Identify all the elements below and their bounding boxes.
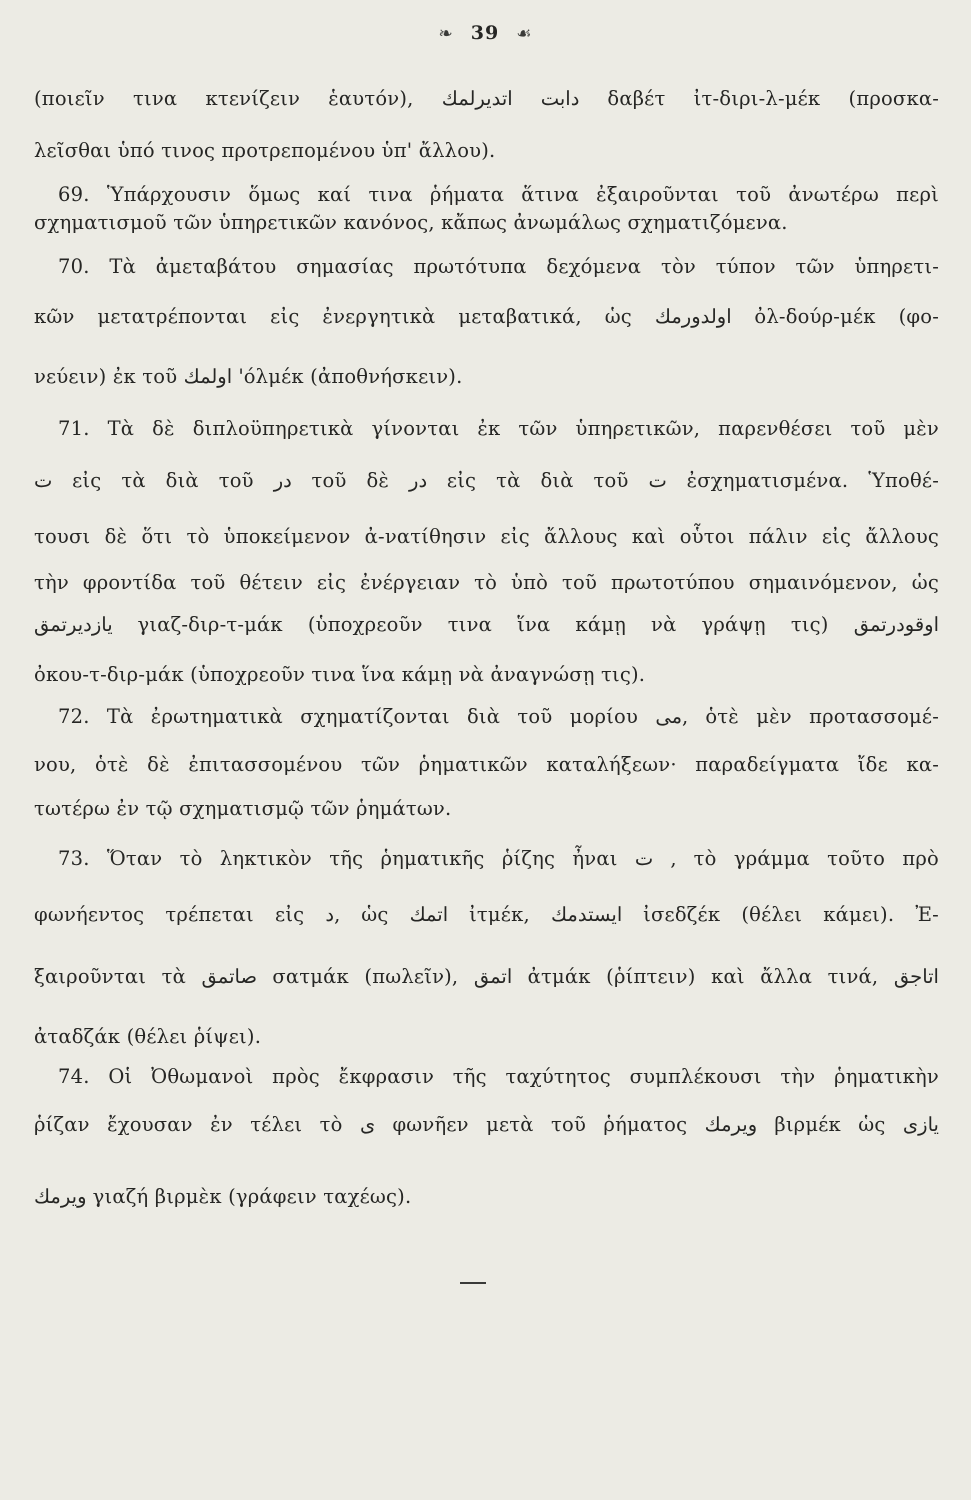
text-line: 69. Ὑπάρχουσιν ὅμως καί τινα ῥήματα ἅτινα ἐξαιροῦνται τοῦ ἀνωτέρω περὶ — [58, 183, 939, 206]
text-line: 70. Τὰ ἀμεταβάτου σημασίας πρωτότυπα δεχόμενα τὸν τύπον τῶν ὑπηρετι- — [58, 255, 939, 278]
text-line: ἀταδζάκ (θέλει ῥίψει). — [34, 1025, 262, 1048]
text-line: ὀκου-τ-διρ-μάκ (ὑποχρεοῦν τινα ἵνα κάμῃ νὰ ἀναγνώσῃ τις). — [34, 663, 646, 686]
text-line: λεῖσθαι ὑπό τινος προτρεπομένου ὑπ' ἄλλου). — [34, 139, 496, 162]
text-line: τὴν φροντίδα τοῦ θέτειν εἰς ἐνέργειαν τὸ ὑπὸ τοῦ πρωτοτύπου σημαινόμενον, ὡς — [34, 571, 939, 594]
text-line: 73. Ὅταν τὸ ληκτικὸν τῆς ῥηματικῆς ῥίζης ἦναι ت , τὸ γράμμα τοῦτο πρὸ — [58, 847, 939, 870]
text-line: 72. Τὰ ἐρωτηματικὰ σχηματίζονται διὰ τοῦ μορίου مى, ὁτὲ μὲν προτασσομέ- — [58, 705, 939, 728]
text-line: 71. Τὰ δὲ διπλοϋπηρετικὰ γίνονται ἐκ τῶν ὑπηρετικῶν, παρενθέσει τοῦ μὲν — [58, 417, 939, 440]
text-line: ῥίζαν ἔχουσαν ἐν τέλει τὸ ى φωνῆεν μετὰ τοῦ ῥήματος ویرمك βιρμέκ ὡς یازی — [34, 1113, 939, 1136]
text-line: σχηματισμοῦ τῶν ὑπηρετικῶν κανόνος, κἄπως ἀνωμάλως σχηματιζόμενα. — [34, 211, 788, 234]
text-line: ویرمك γιαζή βιρμὲκ (γράφειν ταχέως). — [34, 1185, 412, 1208]
right-ornament-icon: ☙ — [516, 24, 533, 44]
page-number: 39 — [470, 22, 500, 44]
text-line: یازدیرتمق γιαζ-διρ-τ-μάκ (ὑποχρεοῦν τινα ἵνα κάμῃ νὰ γράψῃ τις) اوقودرتمق — [34, 613, 939, 636]
text-line: φωνήεντος τρέπεται εἰς د, ὡς اتمك ἰτμέκ, ایستدمك ἰσεδζέκ (θέλει κάμει). Ἐ- — [34, 903, 939, 926]
page-header — [0, 22, 971, 44]
text-line: τωτέρω ἐν τῷ σχηματισμῷ τῶν ῥημάτων. — [34, 797, 452, 820]
left-ornament-icon: ❧ — [438, 24, 454, 44]
text-line: (ποιεῖν τινα κτενίζειν ἑαυτόν), دابت اتدیرلمك δαβέτ ἰτ-διρι-λ-μέκ (προσκα- — [34, 87, 939, 110]
text-line: νου, ὁτὲ δὲ ἐπιτασσομένου τῶν ῥηματικῶν καταλήξεων· παραδείγματα ἴδε κα- — [34, 753, 939, 776]
text-line: νεύειν) ἐκ τοῦ اولمك 'όλμέκ (ἀποθνήσκειν). — [34, 365, 463, 388]
text-line: ξαιροῦνται τὰ صاتمق σατμάκ (πωλεῖν), اتمق ἀτμάκ (ῥίπτειν) καὶ ἄλλα τινά, اتاجق — [34, 965, 939, 988]
text-line: 74. Οἱ Ὀθωμανοὶ πρὸς ἔκφρασιν τῆς ταχύτητος συμπλέκουσι τὴν ῥηματικὴν — [58, 1065, 939, 1088]
text-line: τουσι δὲ ὅτι τὸ ὑποκείμενον ἀ-νατίθησιν εἰς ἄλλους καὶ οὗτοι πάλιν εἰς ἄλλους — [34, 525, 939, 548]
text-line: ت εἰς τὰ διὰ τοῦ در τοῦ δὲ در εἰς τὰ διὰ τοῦ ت ἐσχηματισμένα. Ὑποθέ- — [34, 469, 939, 492]
text-line: κῶν μετατρέπονται εἰς ἐνεργητικὰ μεταβατικά, ὡς اولدورمك ὀλ-δούρ-μέκ (φο- — [34, 305, 939, 328]
end-rule — [460, 1282, 486, 1284]
